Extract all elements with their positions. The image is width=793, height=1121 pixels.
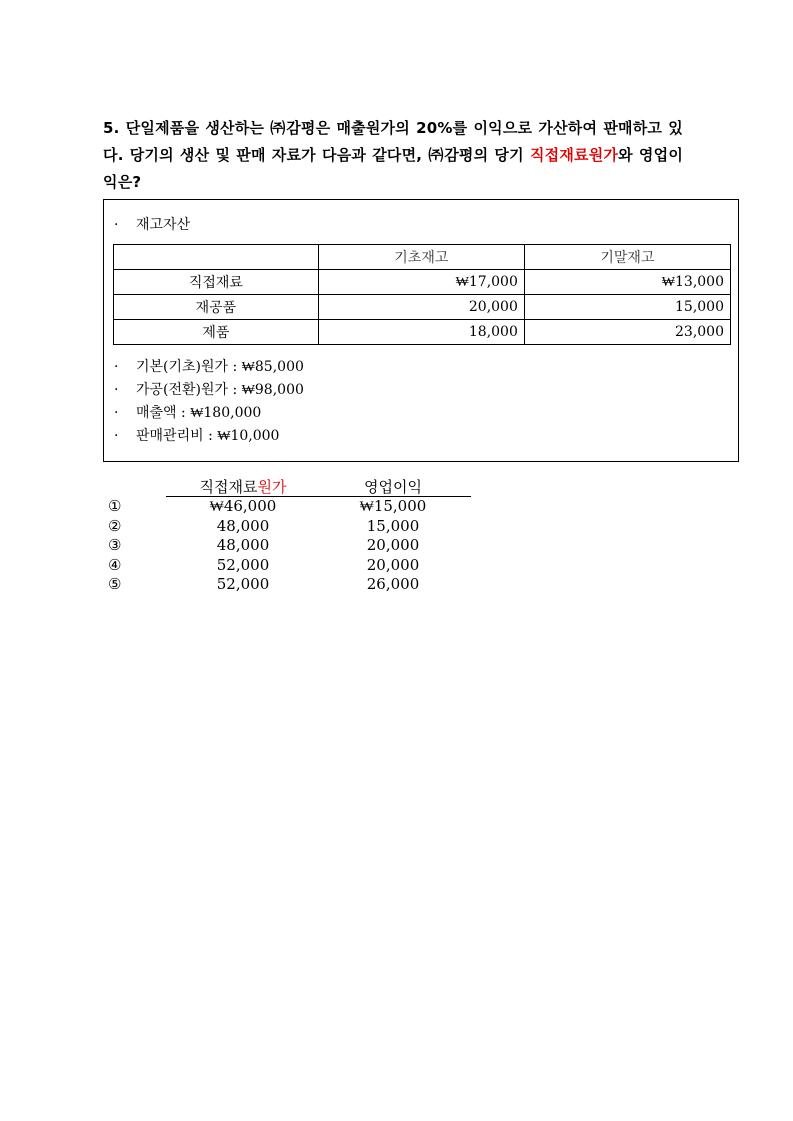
list-item	[114, 427, 279, 445]
option-number: ②	[108, 516, 122, 535]
inventory-heading	[114, 216, 190, 234]
row-label: 제품	[114, 320, 319, 345]
option-operating-profit: 26,000	[366, 575, 420, 594]
item-text: 매출액 : ₩180,000	[136, 405, 262, 421]
option-number: ⑤	[108, 575, 122, 594]
choice-option-4[interactable]	[108, 556, 478, 576]
table-row	[114, 295, 731, 320]
item-text: 판매관리비 : ₩10,000	[136, 428, 280, 444]
option-material-cost: 48,000	[216, 516, 270, 535]
choice-option-5[interactable]	[108, 575, 478, 595]
option-operating-profit: 20,000	[366, 555, 420, 574]
choice-option-1[interactable]	[108, 497, 478, 517]
question-text	[103, 115, 683, 196]
inventory-table	[113, 244, 731, 345]
item-text: 기본(기초)원가 : ₩85,000	[136, 359, 304, 375]
option-operating-profit: 20,000	[366, 536, 420, 555]
table-header-row	[114, 245, 731, 270]
row-begin: 18,000	[318, 320, 524, 345]
header-material-text: 직접재료	[199, 478, 258, 496]
choice-option-3[interactable]	[108, 536, 478, 556]
item-text: 가공(전환)원가 : ₩98,000	[136, 382, 304, 398]
option-operating-profit: 15,000	[366, 516, 420, 535]
list-item	[114, 358, 304, 376]
option-material-cost: 52,000	[216, 575, 270, 594]
row-begin: ₩17,000	[318, 270, 524, 295]
question-highlight: 직접재료원가	[529, 146, 619, 164]
option-operating-profit: ₩15,000	[359, 497, 427, 515]
option-material-cost: 48,000	[216, 536, 270, 555]
bullet-dot: ·	[114, 428, 119, 444]
row-label: 재공품	[114, 295, 319, 320]
table-header-empty	[114, 245, 319, 270]
answer-choices	[108, 476, 478, 595]
table-row	[114, 270, 731, 295]
table-header-end: 기말재고	[524, 245, 730, 270]
table-header-begin: 기초재고	[318, 245, 524, 270]
option-number: ④	[108, 555, 122, 574]
row-end: 23,000	[524, 320, 730, 345]
question-part2: 와 영업이익은?	[103, 146, 684, 191]
data-box	[103, 199, 739, 462]
option-number: ③	[108, 536, 122, 555]
option-material-cost: 52,000	[216, 555, 270, 574]
row-begin: 20,000	[318, 295, 524, 320]
list-item	[114, 404, 261, 422]
table-row	[114, 320, 731, 345]
row-label: 직접재료	[114, 270, 319, 295]
bullet-dot: ·	[114, 217, 119, 233]
option-number: ①	[108, 497, 122, 515]
bullet-dot: ·	[114, 359, 119, 375]
question-part1: 5. 단일제품을 생산하는 ㈜감평은 매출원가의 20%를 이익으로 가산하여 판매하고 있다. 당기의 생산 및 판매 자료가 다음과 같다면, ㈜감평의 당기	[103, 119, 683, 164]
list-item	[114, 381, 304, 399]
row-end: 15,000	[524, 295, 730, 320]
choices-header-material	[168, 476, 318, 497]
choices-header	[108, 476, 478, 497]
bullet-dot: ·	[114, 382, 119, 398]
inventory-label: 재고자산	[136, 217, 191, 233]
header-cost-text: 원가	[257, 478, 287, 496]
option-material-cost: ₩46,000	[209, 497, 277, 515]
bullet-dot: ·	[114, 405, 119, 421]
row-end: ₩13,000	[524, 270, 730, 295]
choice-option-2[interactable]	[108, 517, 478, 537]
choices-header-profit: 영업이익	[364, 478, 422, 496]
